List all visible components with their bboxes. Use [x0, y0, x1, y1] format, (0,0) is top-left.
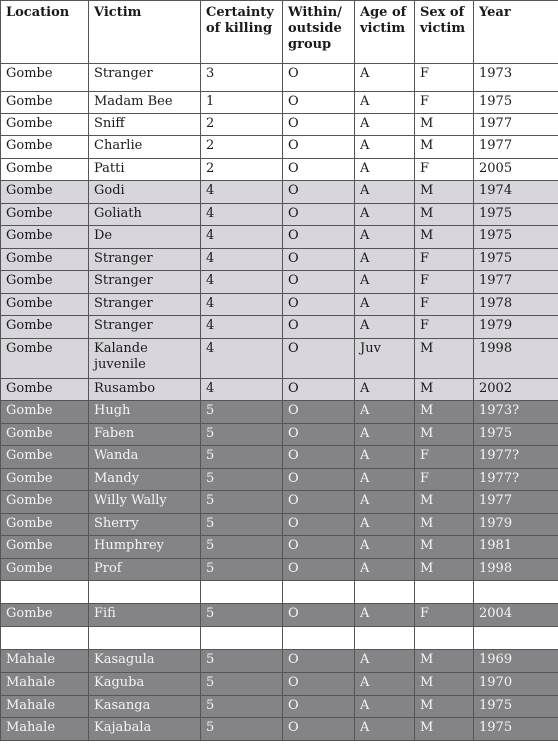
cell-year: 1973 — [474, 64, 558, 92]
cell-victim: Stranger — [89, 249, 201, 271]
table-row — [1, 559, 558, 581]
cell-certainty: 5 — [201, 673, 283, 696]
cell-within-outside: O — [283, 136, 355, 159]
cell-certainty: 4 — [201, 294, 283, 316]
cell-within-outside: O — [283, 401, 355, 424]
cell-age: A — [355, 379, 415, 401]
table-row — [1, 339, 558, 379]
cell-year: 1975 — [474, 424, 558, 446]
cell-year: 1979 — [474, 316, 558, 339]
cell-year: 1975 — [474, 204, 558, 226]
cell-year — [474, 581, 558, 604]
cell-sex: M — [415, 491, 474, 514]
cell-age: A — [355, 181, 415, 204]
cell-age: A — [355, 673, 415, 696]
cell-sex: M — [415, 401, 474, 424]
header-within-outside: Within/ outside group — [283, 1, 355, 64]
cell-sex: F — [415, 469, 474, 491]
cell-sex: F — [415, 249, 474, 271]
cell-certainty: 5 — [201, 491, 283, 514]
cell-year: 1975 — [474, 696, 558, 718]
cell-within-outside: O — [283, 159, 355, 181]
cell-location: Gombe — [1, 316, 89, 339]
cell-sex: M — [415, 650, 474, 673]
table-row — [1, 92, 558, 114]
cell-year — [474, 627, 558, 650]
cell-certainty: 2 — [201, 136, 283, 159]
cell-location: Gombe — [1, 559, 89, 581]
cell-year: 1973? — [474, 401, 558, 424]
cell-certainty: 4 — [201, 181, 283, 204]
cell-sex: M — [415, 379, 474, 401]
cell-age: A — [355, 64, 415, 92]
cell-location: Gombe — [1, 424, 89, 446]
cell-victim: Stranger — [89, 64, 201, 92]
cell-within-outside: O — [283, 604, 355, 627]
cell-sex: M — [415, 673, 474, 696]
cell-age: A — [355, 650, 415, 673]
cell-victim: Fifi — [89, 604, 201, 627]
cell-year: 1977? — [474, 446, 558, 469]
cell-age: A — [355, 559, 415, 581]
cell-certainty: 5 — [201, 469, 283, 491]
cell-sex: M — [415, 536, 474, 559]
cell-year: 1969 — [474, 650, 558, 673]
table-row — [1, 650, 558, 673]
cell-age: A — [355, 204, 415, 226]
cell-location: Gombe — [1, 604, 89, 627]
cell-location: Gombe — [1, 379, 89, 401]
cell-sex: M — [415, 514, 474, 536]
cell-age: A — [355, 424, 415, 446]
cell-age: A — [355, 114, 415, 136]
cell-victim: Kalande juvenile — [89, 339, 201, 379]
cell-age: A — [355, 92, 415, 114]
cell-location: Gombe — [1, 249, 89, 271]
cell-sex — [415, 581, 474, 604]
cell-location: Mahale — [1, 650, 89, 673]
cell-certainty — [201, 627, 283, 650]
cell-within-outside: O — [283, 718, 355, 741]
cell-age — [355, 581, 415, 604]
cell-sex: F — [415, 446, 474, 469]
cell-within-outside: O — [283, 559, 355, 581]
table-row — [1, 491, 558, 514]
cell-location: Gombe — [1, 271, 89, 294]
cell-within-outside: O — [283, 514, 355, 536]
cell-sex: M — [415, 204, 474, 226]
cell-sex: F — [415, 92, 474, 114]
cell-victim: Stranger — [89, 294, 201, 316]
cell-age: A — [355, 294, 415, 316]
cell-within-outside: O — [283, 64, 355, 92]
cell-location: Gombe — [1, 64, 89, 92]
cell-victim: Godi — [89, 181, 201, 204]
cell-year: 1998 — [474, 339, 558, 379]
cell-age: A — [355, 696, 415, 718]
cell-victim: Hugh — [89, 401, 201, 424]
cell-age: A — [355, 469, 415, 491]
cell-victim: Stranger — [89, 271, 201, 294]
cell-location: Gombe — [1, 114, 89, 136]
cell-age: A — [355, 136, 415, 159]
cell-certainty: 4 — [201, 379, 283, 401]
cell-within-outside: O — [283, 249, 355, 271]
cell-age: A — [355, 446, 415, 469]
cell-age: A — [355, 271, 415, 294]
cell-year: 1981 — [474, 536, 558, 559]
cell-within-outside: O — [283, 271, 355, 294]
cell-location: Gombe — [1, 294, 89, 316]
cell-certainty: 1 — [201, 92, 283, 114]
table-header-row — [1, 1, 558, 64]
cell-age: A — [355, 401, 415, 424]
cell-location: Mahale — [1, 673, 89, 696]
cell-certainty: 2 — [201, 114, 283, 136]
cell-victim: Willy Wally — [89, 491, 201, 514]
cell-year: 1977 — [474, 114, 558, 136]
cell-within-outside: O — [283, 424, 355, 446]
cell-within-outside: O — [283, 92, 355, 114]
cell-within-outside — [283, 581, 355, 604]
cell-victim: Stranger — [89, 316, 201, 339]
cell-within-outside: O — [283, 673, 355, 696]
cell-year: 1975 — [474, 226, 558, 249]
cell-within-outside: O — [283, 294, 355, 316]
cell-within-outside: O — [283, 491, 355, 514]
table-row — [1, 136, 558, 159]
cell-age: A — [355, 316, 415, 339]
cell-year: 2005 — [474, 159, 558, 181]
cell-sex: F — [415, 271, 474, 294]
table-row — [1, 424, 558, 446]
cell-age: A — [355, 159, 415, 181]
cell-location: Gombe — [1, 159, 89, 181]
header-certainty: Certainty of killing — [201, 1, 283, 64]
table-row — [1, 696, 558, 718]
cell-victim: Humphrey — [89, 536, 201, 559]
cell-location: Gombe — [1, 204, 89, 226]
cell-location: Mahale — [1, 718, 89, 741]
table-row — [1, 271, 558, 294]
table-row — [1, 401, 558, 424]
table-row — [1, 469, 558, 491]
cell-sex: F — [415, 604, 474, 627]
table-row — [1, 316, 558, 339]
table-row — [1, 226, 558, 249]
table-row — [1, 181, 558, 204]
cell-location: Gombe — [1, 514, 89, 536]
cell-location: Mahale — [1, 696, 89, 718]
cell-within-outside: O — [283, 204, 355, 226]
cell-certainty: 3 — [201, 64, 283, 92]
cell-certainty: 2 — [201, 159, 283, 181]
cell-within-outside: O — [283, 469, 355, 491]
table-row — [1, 114, 558, 136]
cell-victim — [89, 627, 201, 650]
table-row — [1, 294, 558, 316]
cell-location: Gombe — [1, 491, 89, 514]
cell-certainty: 5 — [201, 536, 283, 559]
cell-victim: Kasanga — [89, 696, 201, 718]
table-row — [1, 536, 558, 559]
cell-sex: M — [415, 136, 474, 159]
cell-year: 1977 — [474, 136, 558, 159]
cell-within-outside: O — [283, 316, 355, 339]
table-row — [1, 673, 558, 696]
cell-victim: Wanda — [89, 446, 201, 469]
cell-year: 1975 — [474, 718, 558, 741]
cell-victim: Kaguba — [89, 673, 201, 696]
cell-victim: Mandy — [89, 469, 201, 491]
table-row — [1, 64, 558, 92]
cell-certainty: 5 — [201, 424, 283, 446]
cell-victim: Rusambo — [89, 379, 201, 401]
cell-year: 1979 — [474, 514, 558, 536]
cell-sex: M — [415, 696, 474, 718]
cell-victim: Madam Bee — [89, 92, 201, 114]
cell-certainty: 5 — [201, 696, 283, 718]
cell-victim: Charlie — [89, 136, 201, 159]
cell-location: Gombe — [1, 446, 89, 469]
cell-location: Gombe — [1, 92, 89, 114]
cell-within-outside: O — [283, 181, 355, 204]
cell-certainty: 4 — [201, 271, 283, 294]
cell-location: Gombe — [1, 136, 89, 159]
cell-age: A — [355, 514, 415, 536]
cell-sex: M — [415, 718, 474, 741]
cell-age: Juv — [355, 339, 415, 379]
cell-certainty: 5 — [201, 401, 283, 424]
cell-age: A — [355, 604, 415, 627]
table-row — [1, 604, 558, 627]
cell-certainty: 4 — [201, 249, 283, 271]
cell-year: 1998 — [474, 559, 558, 581]
cell-within-outside: O — [283, 446, 355, 469]
table-row — [1, 514, 558, 536]
table-spacer-row — [1, 627, 558, 650]
cell-sex: M — [415, 181, 474, 204]
cell-certainty: 5 — [201, 604, 283, 627]
cell-certainty: 4 — [201, 226, 283, 249]
cell-victim: Kajabala — [89, 718, 201, 741]
cell-victim: De — [89, 226, 201, 249]
cell-certainty: 4 — [201, 339, 283, 379]
cell-sex: M — [415, 559, 474, 581]
cell-certainty: 5 — [201, 559, 283, 581]
cell-victim: Prof — [89, 559, 201, 581]
cell-sex: M — [415, 114, 474, 136]
cell-certainty: 4 — [201, 204, 283, 226]
cell-within-outside: O — [283, 379, 355, 401]
cell-year: 1978 — [474, 294, 558, 316]
cell-certainty: 5 — [201, 718, 283, 741]
cell-within-outside: O — [283, 650, 355, 673]
header-victim: Victim — [89, 1, 201, 64]
table-row — [1, 379, 558, 401]
cell-victim: Goliath — [89, 204, 201, 226]
cell-certainty: 5 — [201, 650, 283, 673]
header-age: Age of victim — [355, 1, 415, 64]
cell-within-outside: O — [283, 226, 355, 249]
cell-sex: F — [415, 64, 474, 92]
cell-location: Gombe — [1, 339, 89, 379]
cell-location — [1, 581, 89, 604]
cell-year: 2004 — [474, 604, 558, 627]
cell-location: Gombe — [1, 401, 89, 424]
cell-year: 2002 — [474, 379, 558, 401]
cell-certainty — [201, 581, 283, 604]
cell-certainty: 4 — [201, 316, 283, 339]
cell-victim — [89, 581, 201, 604]
cell-age: A — [355, 226, 415, 249]
cell-within-outside: O — [283, 536, 355, 559]
cell-within-outside — [283, 627, 355, 650]
cell-location: Gombe — [1, 181, 89, 204]
cell-within-outside: O — [283, 114, 355, 136]
cell-year: 1977 — [474, 271, 558, 294]
cell-sex: F — [415, 316, 474, 339]
cell-location: Gombe — [1, 536, 89, 559]
cell-year: 1977? — [474, 469, 558, 491]
cell-victim: Faben — [89, 424, 201, 446]
table-row — [1, 446, 558, 469]
cell-victim: Kasagula — [89, 650, 201, 673]
table-body — [1, 64, 558, 741]
cell-within-outside: O — [283, 696, 355, 718]
cell-year: 1975 — [474, 92, 558, 114]
cell-location: Gombe — [1, 226, 89, 249]
cell-sex: M — [415, 424, 474, 446]
cell-sex — [415, 627, 474, 650]
table-spacer-row — [1, 581, 558, 604]
cell-age: A — [355, 249, 415, 271]
cell-year: 1974 — [474, 181, 558, 204]
cell-certainty: 5 — [201, 514, 283, 536]
table-row — [1, 159, 558, 181]
cell-victim: Sherry — [89, 514, 201, 536]
table-row — [1, 204, 558, 226]
cell-location — [1, 627, 89, 650]
cell-age — [355, 627, 415, 650]
cell-age: A — [355, 491, 415, 514]
table-row — [1, 249, 558, 271]
cell-year: 1977 — [474, 491, 558, 514]
cell-victim: Patti — [89, 159, 201, 181]
cell-year: 1975 — [474, 249, 558, 271]
cell-sex: M — [415, 226, 474, 249]
cell-victim: Sniff — [89, 114, 201, 136]
header-sex: Sex of victim — [415, 1, 474, 64]
cell-sex: M — [415, 339, 474, 379]
cell-sex: F — [415, 159, 474, 181]
cell-age: A — [355, 536, 415, 559]
header-year: Year — [474, 1, 558, 64]
cell-location: Gombe — [1, 469, 89, 491]
cell-certainty: 5 — [201, 446, 283, 469]
table-row — [1, 718, 558, 741]
cell-sex: F — [415, 294, 474, 316]
header-location: Location — [1, 1, 89, 64]
cell-within-outside: O — [283, 339, 355, 379]
cell-year: 1970 — [474, 673, 558, 696]
cell-age: A — [355, 718, 415, 741]
